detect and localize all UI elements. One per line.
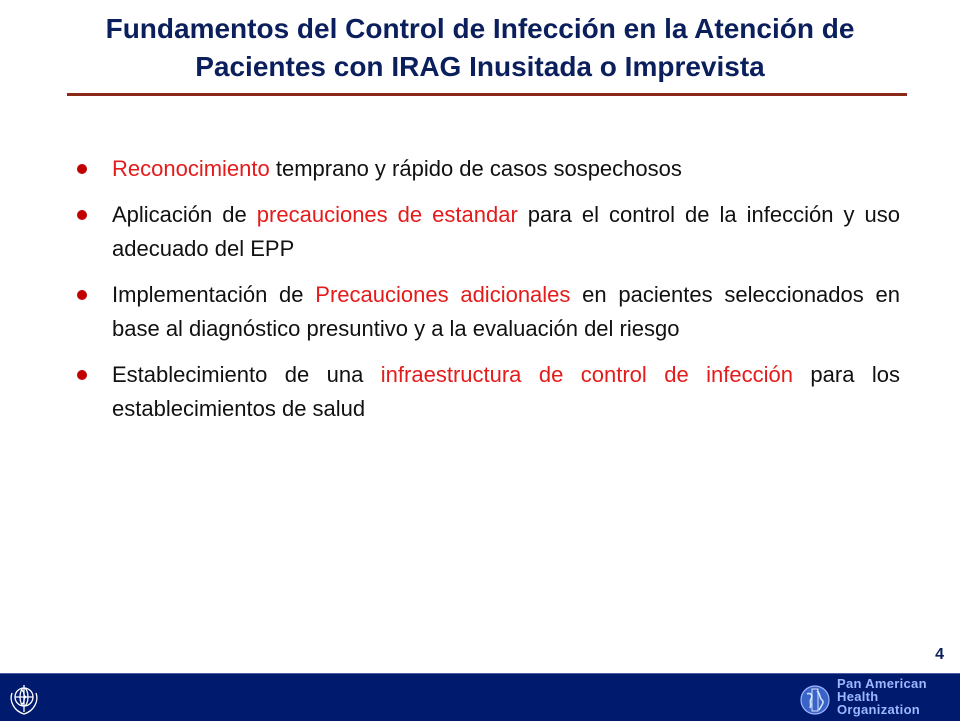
bullet-text: para los establecimientos de salud [112, 362, 900, 421]
footer-bar [0, 673, 960, 721]
bullet-text: en pacientes seleccionados en base al diagnóstico presuntivo y a la evaluación del riesgo [112, 282, 900, 341]
bullet-text: Implementación de [112, 282, 316, 307]
paho-globe-icon [799, 684, 831, 716]
bullet-item [75, 152, 900, 186]
bullet-item [75, 278, 900, 346]
bullet-item [75, 358, 900, 426]
bullet-text: Establecimiento de una [112, 362, 381, 387]
who-emblem-icon [6, 681, 42, 717]
page-number: 4 [935, 646, 944, 663]
slide-title: Fundamentos del Control de Infección en la Atención de Pacientes con IRAG Inusitada o Imprevista [105, 13, 855, 82]
highlighted-text: Reconocimiento [112, 156, 270, 181]
bullet-text: Aplicación de [112, 202, 257, 227]
bullet-list [75, 152, 900, 438]
highlighted-text: precauciones de estandar [256, 202, 518, 227]
bullet-item [75, 198, 900, 266]
highlighted-text: infraestructura de control de infección [380, 362, 793, 387]
bullet-text: para el control de la infección y uso adecuado del EPP [112, 202, 901, 261]
bullet-text: temprano y rápido de casos sospechosos [269, 156, 682, 181]
highlighted-text: Precauciones adicionales [315, 282, 571, 307]
title-divider [67, 93, 907, 96]
org-name: Pan American Health Organization [837, 676, 927, 717]
